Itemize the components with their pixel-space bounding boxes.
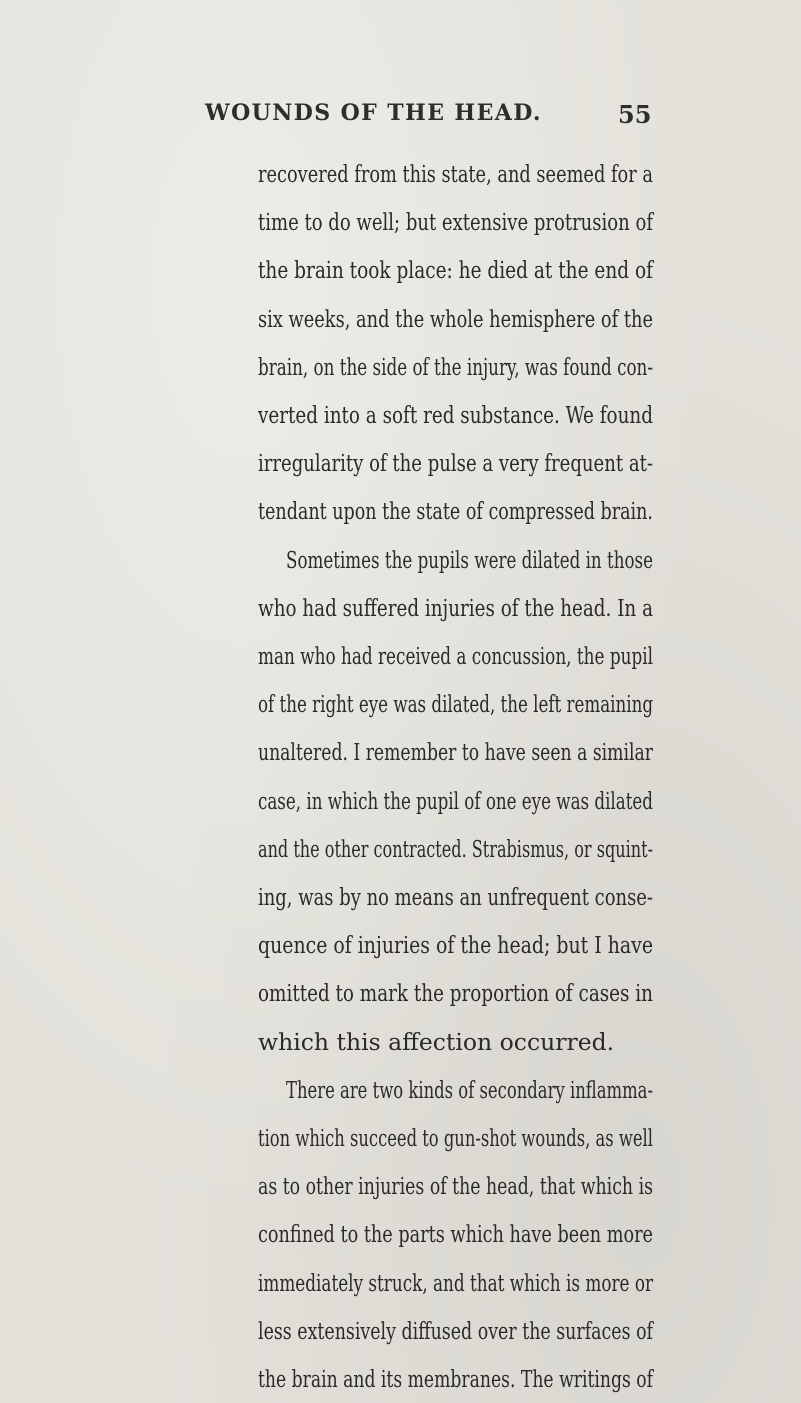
text-line: and the other contracted. Strabismus, or squint- (258, 834, 653, 863)
text-line: omitted to mark the proportion of cases in (258, 979, 653, 1008)
page-number: 55 (618, 100, 652, 129)
text-line: ing, was by no means an unfrequent conse- (258, 883, 653, 911)
text-line: unaltered. I remember to have seen a similar (258, 738, 653, 767)
text-line: brain, on the side of the injury, was found con- (258, 352, 653, 381)
text-line: irregularity of the pulse a very frequent at- (258, 449, 653, 478)
text-line: the brain and its membranes. The writings of (258, 1365, 653, 1393)
text-line: tendant upon the state of compressed brain. (258, 497, 653, 526)
text-line: quence of injuries of the head; but I have (258, 931, 653, 960)
text-line: six weeks, and the whole hemisphere of the (258, 304, 653, 333)
text-line: man who had received a concussion, the pupil (258, 642, 653, 670)
text-line: as to other injuries of the head, that which is (258, 1172, 653, 1201)
text-line: which this affection occurred. (258, 1027, 615, 1056)
text-line: case, in which the pupil of one eye was dilated (258, 786, 653, 815)
text-line: confined to the parts which have been more (258, 1220, 653, 1249)
text-line: of the right eye was dilated, the left remaining (258, 690, 653, 719)
text-line: time to do well; but extensive protrusion of (258, 208, 653, 237)
running-head: WOUNDS OF THE HEAD. (205, 100, 542, 126)
text-line: less extensively diffused over the surfaces of (258, 1316, 653, 1345)
text-line: There are two kinds of secondary inflamma- (286, 1075, 653, 1104)
text-line: immediately struck, and that which is more or (258, 1268, 653, 1297)
text-line: recovered from this state, and seemed for a (258, 160, 653, 188)
text-line: the brain took place: he died at the end of (258, 256, 653, 285)
text-line: who had suffered injuries of the head. In a (258, 593, 653, 622)
page-header (0, 100, 801, 140)
text-line: verted into a soft red substance. We found (258, 401, 653, 429)
text-line: tion which succeed to gun-shot wounds, as well (258, 1124, 653, 1152)
text-line: Sometimes the pupils were dilated in those (286, 545, 653, 574)
